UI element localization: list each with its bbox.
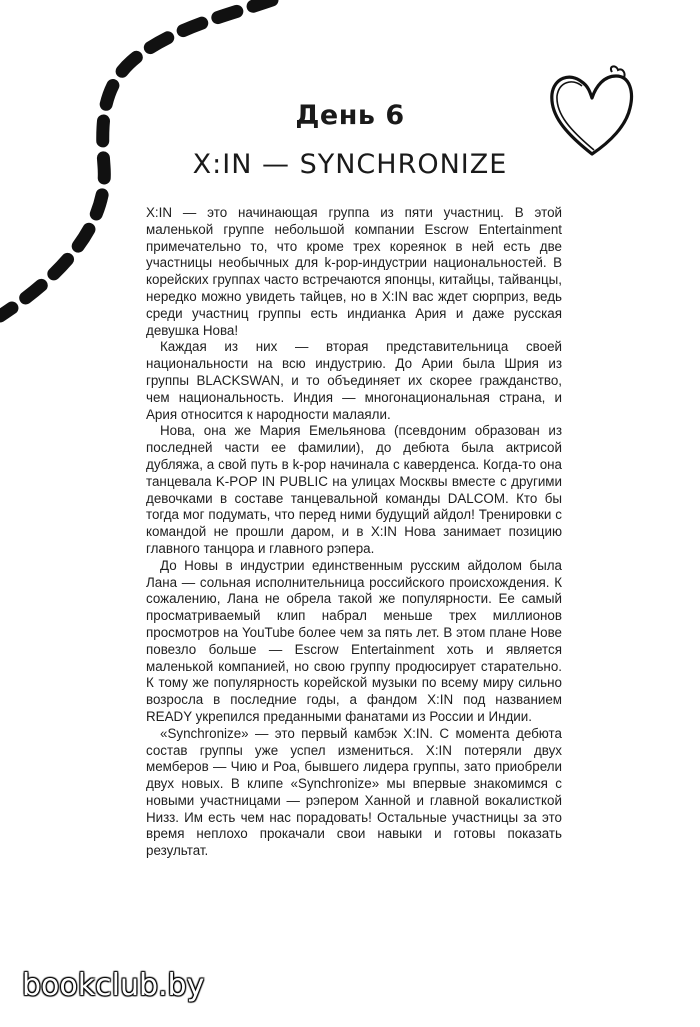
paragraph-5: «Synchronize» — это первый камбэк X:IN. С момента дебюта состав группы уже успел измениться. X:IN потеряли двух мемберов — Чию и Роа, бывшего лидера группы, зато приобрели двух новых. В клипе «Synchronize» мы впервые знакомимся с новыми участницами — рэпером Ханной и главной вокалисткой Низз. Им есть чем нас порадовать! Остальные участницы за это время неплохо прокачали свои навыки и готовы показать результат.	[146, 725, 562, 859]
article-body	[146, 205, 562, 860]
paragraph-3: Нова, она же Мария Емельянова (псевдоним образован из последней части ее фамилии), до дебюта была актрисой дубляжа, а свой путь в k-pop начинала с каверденса. Когда-то она танцевала K-POP IN PUBLIC на улицах Москвы вместе с другими девочками в составе танцевальной команды DALCOM. Кто бы тогда мог подумать, что перед ними будущий айдол! Тренировки с командой не прошли даром, и в X:IN Нова занимает позицию главного танцора и главного рэпера.	[146, 423, 562, 556]
chapter-subtitle: X:IN — SYNCHRONIZE	[192, 149, 508, 180]
paragraph-2: Каждая из них — вторая представительница своей национальности на всю индустрию. До Арии была Шрия из группы BLACKSWAN, и то объединяет их скорее гражданство, чем национальность. Индия — многонациональная страна, и Ария относится к народности малаяли.	[146, 339, 562, 422]
watermark: bookclub.by	[22, 968, 205, 1003]
paragraph-4: До Новы в индустрии единственным русским айдолом была Лана — сольная исполнительница российского происхождения. К сожалению, Лана не обрела такой же популярности. Ее самый просматриваемый клип набрал меньше трех миллионов просмотров на YouTube более чем за пять лет. В этом плане Нове повезло больше — Escrow Entertainment хоть и является маленькой компанией, но свою группу продюсирует старательно. К тому же популярность корейской музыки по всему миру сильно возросла в последние годы, а фандом X:IN под названием READY укрепился преданными фанатами из России и Индии.	[146, 557, 562, 724]
chapter-title: День 6	[295, 100, 405, 131]
paragraph-1: X:IN — это начинающая группа из пяти участниц. В этой маленькой группе небольшой компании Escrow Entertainment примечательно то, что кроме трех кореянок в ней есть две участницы необычных для k-pop-индустрии национальностей. В корейских группах часто встречаются японцы, китайцы, тайванцы, нередко можно увидеть тайцев, но в X:IN вас ждет сюрприз, ведь среди участниц группы есть индианка Ария и даже русская девушка Нова!	[146, 205, 562, 338]
